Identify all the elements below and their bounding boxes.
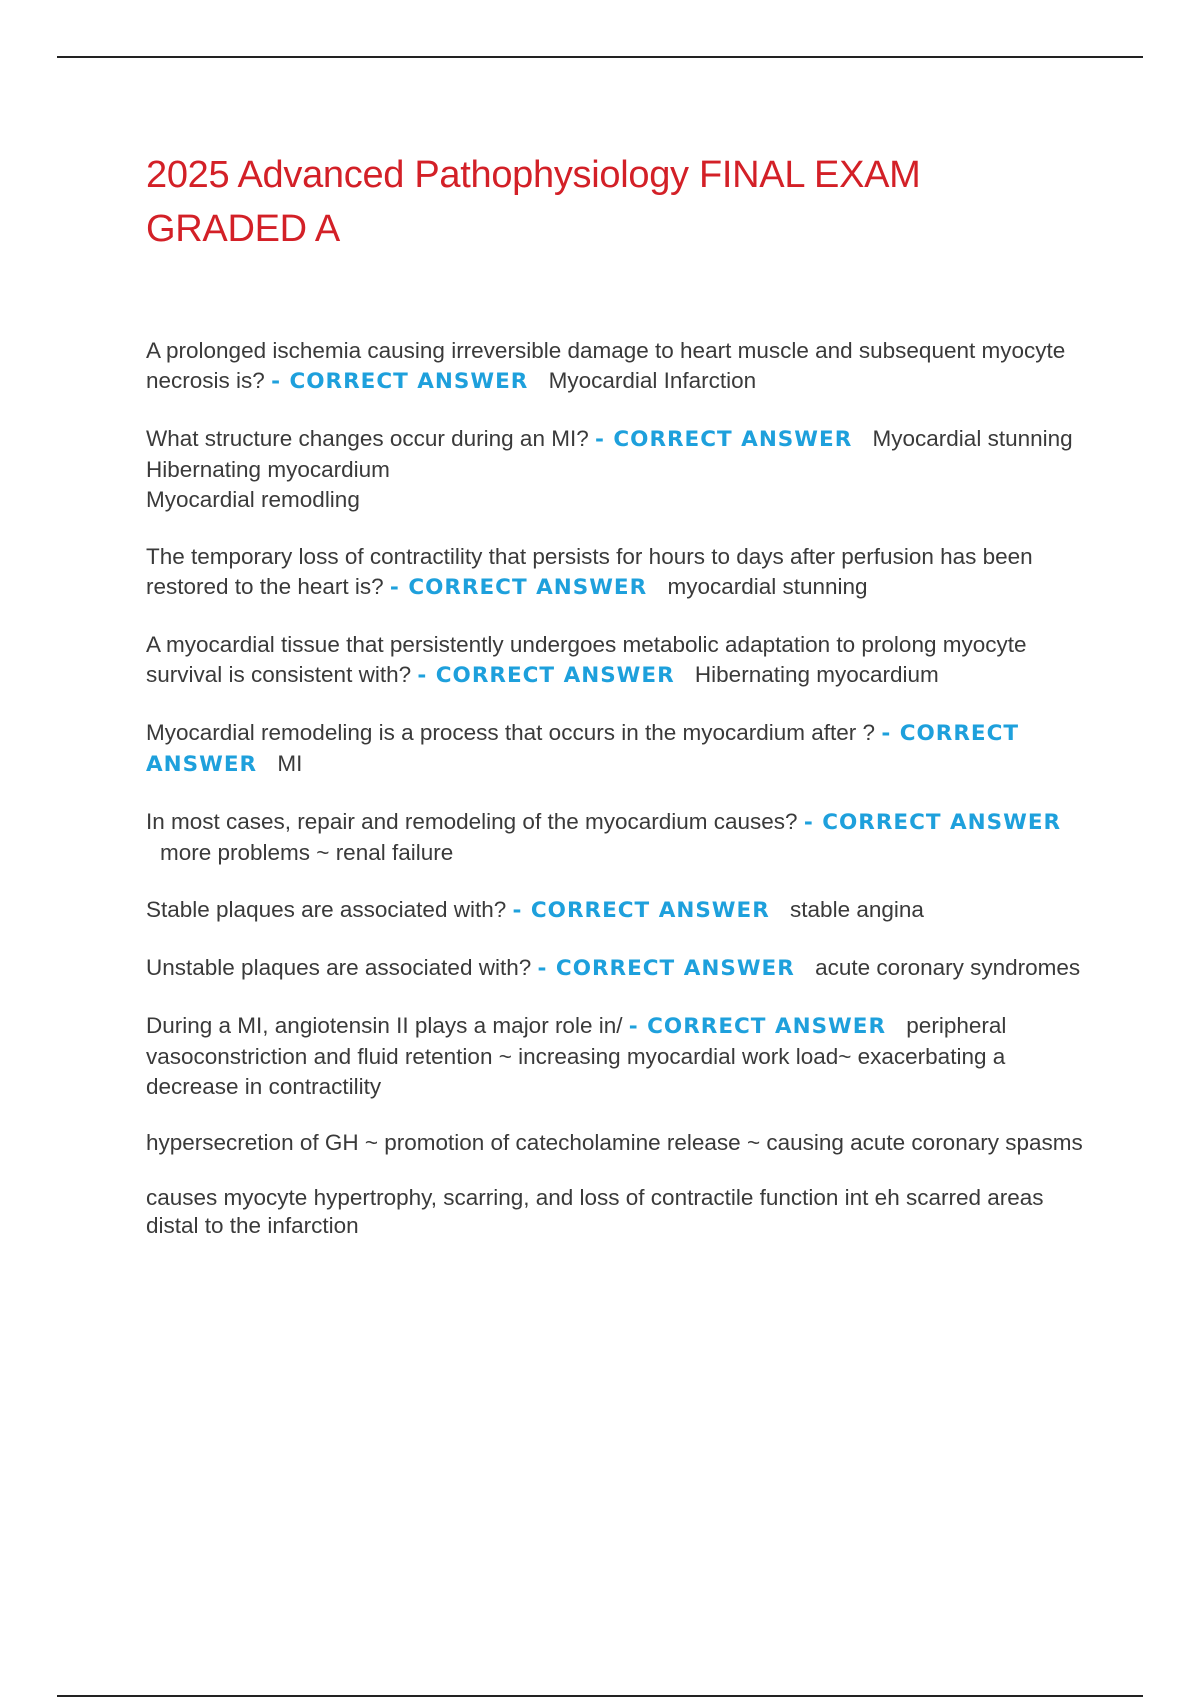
correct-answer-marker: - CORRECT ANSWER (537, 956, 795, 981)
footer-rule (57, 1695, 1143, 1697)
correct-answer-marker: - CORRECT ANSWER (628, 1014, 887, 1039)
question-text: A prolonged ischemia causing irreversible damage to heart muscle and subsequent myocyte necrosis is? (146, 338, 1066, 393)
qa-item (146, 895, 1086, 926)
body-paragraph: causes myocyte hypertrophy, scarring, and loss of contractile function int eh scarred areas distal to the infarction (146, 1185, 1044, 1238)
answer-text: Myocardial Infarction (548, 368, 757, 393)
qa-item (146, 630, 1086, 691)
question-text: A myocardial tissue that persistently undergoes metabolic adaptation to prolong myocyte survival is consistent with? (146, 632, 1027, 687)
question-text: The temporary loss of contractility that persists for hours to days after perfusion has been restored to the heart is? (146, 544, 1033, 599)
question-text: During a MI, angiotensin II plays a major role in/ (146, 1013, 623, 1038)
answer-text: MI (277, 751, 303, 776)
correct-answer-marker: - CORRECT ANSWER (803, 810, 1062, 835)
qa-item (146, 807, 1086, 868)
qa-item (146, 424, 1086, 515)
header-rule (57, 56, 1143, 58)
answer-text: Myocardial stunning (872, 426, 1073, 451)
qa-item (146, 718, 1086, 780)
correct-answer-marker: - CORRECT ANSWER (146, 721, 1020, 777)
page-title: 2025 Advanced Pathophysiology FINAL EXAM GRADED A (146, 154, 921, 250)
correct-answer-marker: - CORRECT ANSWER (512, 898, 770, 923)
qa-item (146, 953, 1086, 984)
answer-text: Hibernating myocardium (694, 662, 939, 687)
qa-item (146, 542, 1086, 603)
question-text: Stable plaques are associated with? (146, 897, 507, 922)
document-body (146, 336, 1086, 1267)
question-text: Unstable plaques are associated with? (146, 955, 532, 980)
answer-extra-line: Myocardial remodling (146, 487, 360, 512)
body-paragraph: hypersecretion of GH ~ promotion of catecholamine release ~ causing acute coronary spasms (146, 1130, 1083, 1155)
qa-item (146, 336, 1086, 397)
correct-answer-marker: - CORRECT ANSWER (417, 663, 675, 688)
answer-text: more problems ~ renal failure (160, 840, 454, 865)
answer-text: acute coronary syndromes (815, 955, 1081, 980)
question-text: Myocardial remodeling is a process that occurs in the myocardium after ? (146, 720, 876, 745)
correct-answer-marker: - CORRECT ANSWER (389, 575, 648, 600)
qa-item (146, 1011, 1086, 1102)
answer-text: myocardial stunning (667, 574, 868, 599)
answer-text: stable angina (790, 897, 924, 922)
question-text: What structure changes occur during an MI? (146, 426, 589, 451)
answer-text: peripheral vasoconstriction and fluid retention ~ increasing myocardial work load~ exacerbating a decrease in contractility (146, 1013, 1007, 1099)
correct-answer-marker: - CORRECT ANSWER (271, 369, 529, 394)
question-text: In most cases, repair and remodeling of the myocardium causes? (146, 809, 798, 834)
answer-extra-line: Hibernating myocardium (146, 457, 390, 482)
correct-answer-marker: - CORRECT ANSWER (594, 427, 853, 452)
